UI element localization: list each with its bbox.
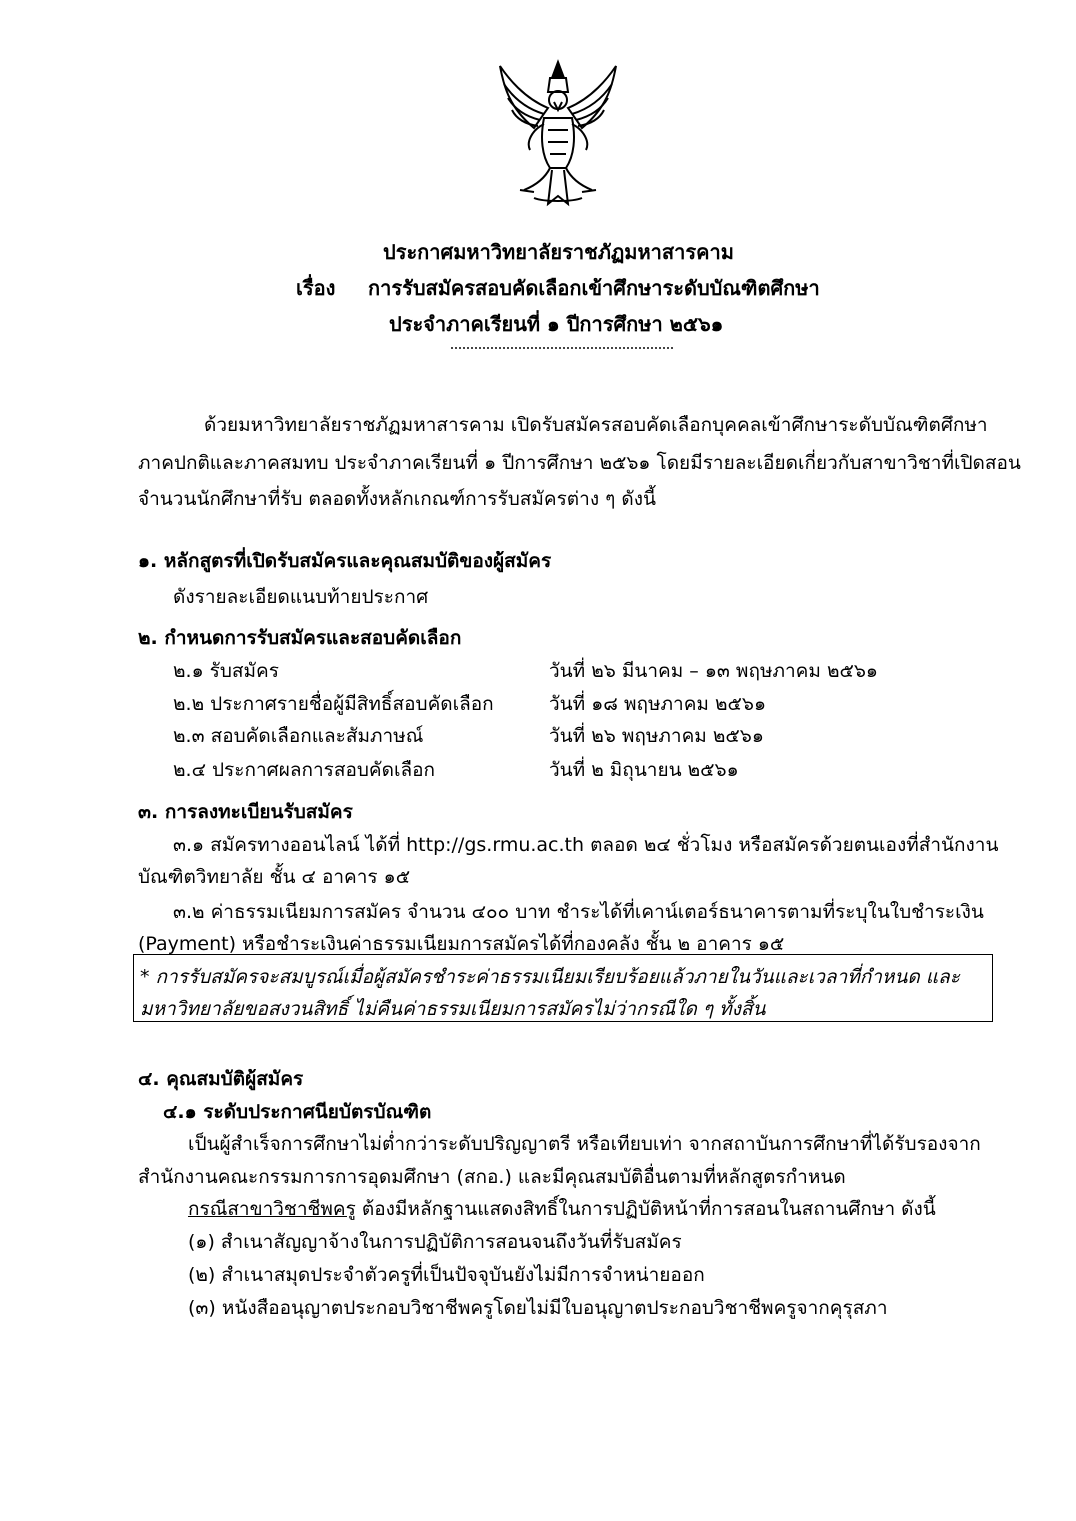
schedule-date: วันที่ ๒ มิถุนายน ๒๕๖๑ bbox=[549, 759, 739, 781]
fee-note-line-2: มหาวิทยาลัยขอสงวนสิทธิ์ ไม่คืนค่าธรรมเนียมการสมัครไม่ว่ากรณีใด ๆ ทั้งสิ้น bbox=[140, 998, 766, 1020]
fee-note-line-1: * การรับสมัครจะสมบูรณ์เมื่อผู้สมัครชำระค่าธรรมเนียมเรียบร้อยแล้วภายในวันและเวลาที่กำหนด และ bbox=[140, 966, 960, 988]
subject-label: เรื่อง bbox=[296, 276, 336, 300]
qualification-line-1: เป็นผู้สำเร็จการศึกษาไม่ต่ำกว่าระดับปริญญาตรี หรือเทียบเท่า จากสถาบันการศึกษาที่ได้รับรองจาก bbox=[188, 1133, 981, 1155]
schedule-item: ๒.๔ ประกาศผลการสอบคัดเลือก bbox=[173, 759, 436, 781]
garuda-emblem-icon bbox=[494, 58, 622, 210]
document-item: (๑) สำเนาสัญญาจ้างในการปฏิบัติการสอนจนถึงวันที่รับสมัคร bbox=[188, 1231, 682, 1253]
section-1-heading: ๑. หลักสูตรที่เปิดรับสมัครและคุณสมบัติของผู้สมัคร bbox=[138, 550, 552, 572]
section-3-2-line-2: (Payment) หรือชำระเงินค่าธรรมเนียมการสมัครได้ที่กองคลัง ชั้น ๒ อาคาร ๑๕ bbox=[138, 933, 785, 955]
schedule-date: วันที่ ๒๖ พฤษภาคม ๒๕๖๑ bbox=[549, 725, 764, 747]
section-4-1-heading: ๔.๑ ระดับประกาศนียบัตรบัณฑิต bbox=[163, 1101, 432, 1123]
section-1-text: ดังรายละเอียดแนบท้ายประกาศ bbox=[173, 586, 429, 608]
schedule-date: วันที่ ๑๘ พฤษภาคม ๒๕๖๑ bbox=[549, 693, 767, 715]
document-item: (๒) สำเนาสมุดประจำตัวครูที่เป็นปัจจุบันยังไม่มีการจำหน่ายออก bbox=[188, 1264, 705, 1286]
section-4-heading: ๔. คุณสมบัติผู้สมัคร bbox=[138, 1068, 304, 1090]
intro-line-1: ด้วยมหาวิทยาลัยราชภัฏมหาสารคาม เปิดรับสมัครสอบคัดเลือกบุคคลเข้าศึกษาระดับบัณฑิตศึกษา bbox=[204, 414, 988, 436]
qualification-line-2: สำนักงานคณะกรรมการการอุดมศึกษา (สกอ.) และมีคุณสมบัติอื่นตามที่หลักสูตรกำหนด bbox=[138, 1166, 846, 1188]
schedule-item: ๒.๑ รับสมัคร bbox=[173, 660, 279, 682]
schedule-item: ๒.๓ สอบคัดเลือกและสัมภาษณ์ bbox=[173, 725, 424, 747]
teacher-case-line bbox=[188, 1194, 936, 1224]
semester-line: ประจำภาคเรียนที่ ๑ ปีการศึกษา ๒๕๖๑ bbox=[389, 312, 724, 336]
intro-line-2: ภาคปกติและภาคสมทบ ประจำภาคเรียนที่ ๑ ปีการศึกษา ๒๕๖๑ โดยมีรายละเอียดเกี่ยวกับสาขาวิชาที่เปิดสอน bbox=[138, 452, 1021, 474]
teacher-case-label: กรณีสาขาวิชาชีพครู bbox=[188, 1198, 356, 1220]
schedule-item: ๒.๒ ประกาศรายชื่อผู้มีสิทธิ์สอบคัดเลือก bbox=[173, 693, 494, 715]
section-3-heading: ๓. การลงทะเบียนรับสมัคร bbox=[138, 801, 353, 823]
section-3-1-line-1: ๓.๑ สมัครทางออนไลน์ ได้ที่ http://gs.rmu.ac.th ตลอด ๒๔ ชั่วโมง หรือสมัครด้วยตนเองที่สำนักงาน bbox=[173, 834, 999, 856]
schedule-date: วันที่ ๒๖ มีนาคม – ๑๓ พฤษภาคม ๒๕๖๑ bbox=[549, 660, 878, 682]
section-2-heading: ๒. กำหนดการรับสมัครและสอบคัดเลือก bbox=[138, 627, 462, 649]
document-item: (๓) หนังสืออนุญาตประกอบวิชาชีพครูโดยไม่มีใบอนุญาตประกอบวิชาชีพครูจากคุรุสภา bbox=[188, 1297, 888, 1319]
section-3-1-line-2: บัณฑิตวิทยาลัย ชั้น ๔ อาคาร ๑๕ bbox=[138, 866, 411, 888]
section-3-2-line-1: ๓.๒ ค่าธรรมเนียมการสมัคร จำนวน ๔๐๐ บาท ชำระได้ที่เคาน์เตอร์ธนาคารตามที่ระบุในใบชำระเงิน bbox=[173, 901, 984, 923]
dotted-divider bbox=[451, 347, 673, 349]
announcement-title: ประกาศมหาวิทยาลัยราชภัฏมหาสารคาม bbox=[383, 240, 734, 264]
teacher-case-text: ต้องมีหลักฐานแสดงสิทธิ์ในการปฏิบัติหน้าที่การสอนในสถานศึกษา ดังนี้ bbox=[355, 1198, 936, 1220]
intro-line-3: จำนวนนักศึกษาที่รับ ตลอดทั้งหลักเกณฑ์การรับสมัครต่าง ๆ ดังนี้ bbox=[138, 488, 656, 510]
subject-text: การรับสมัครสอบคัดเลือกเข้าศึกษาระดับบัณฑิตศึกษา bbox=[368, 276, 820, 300]
